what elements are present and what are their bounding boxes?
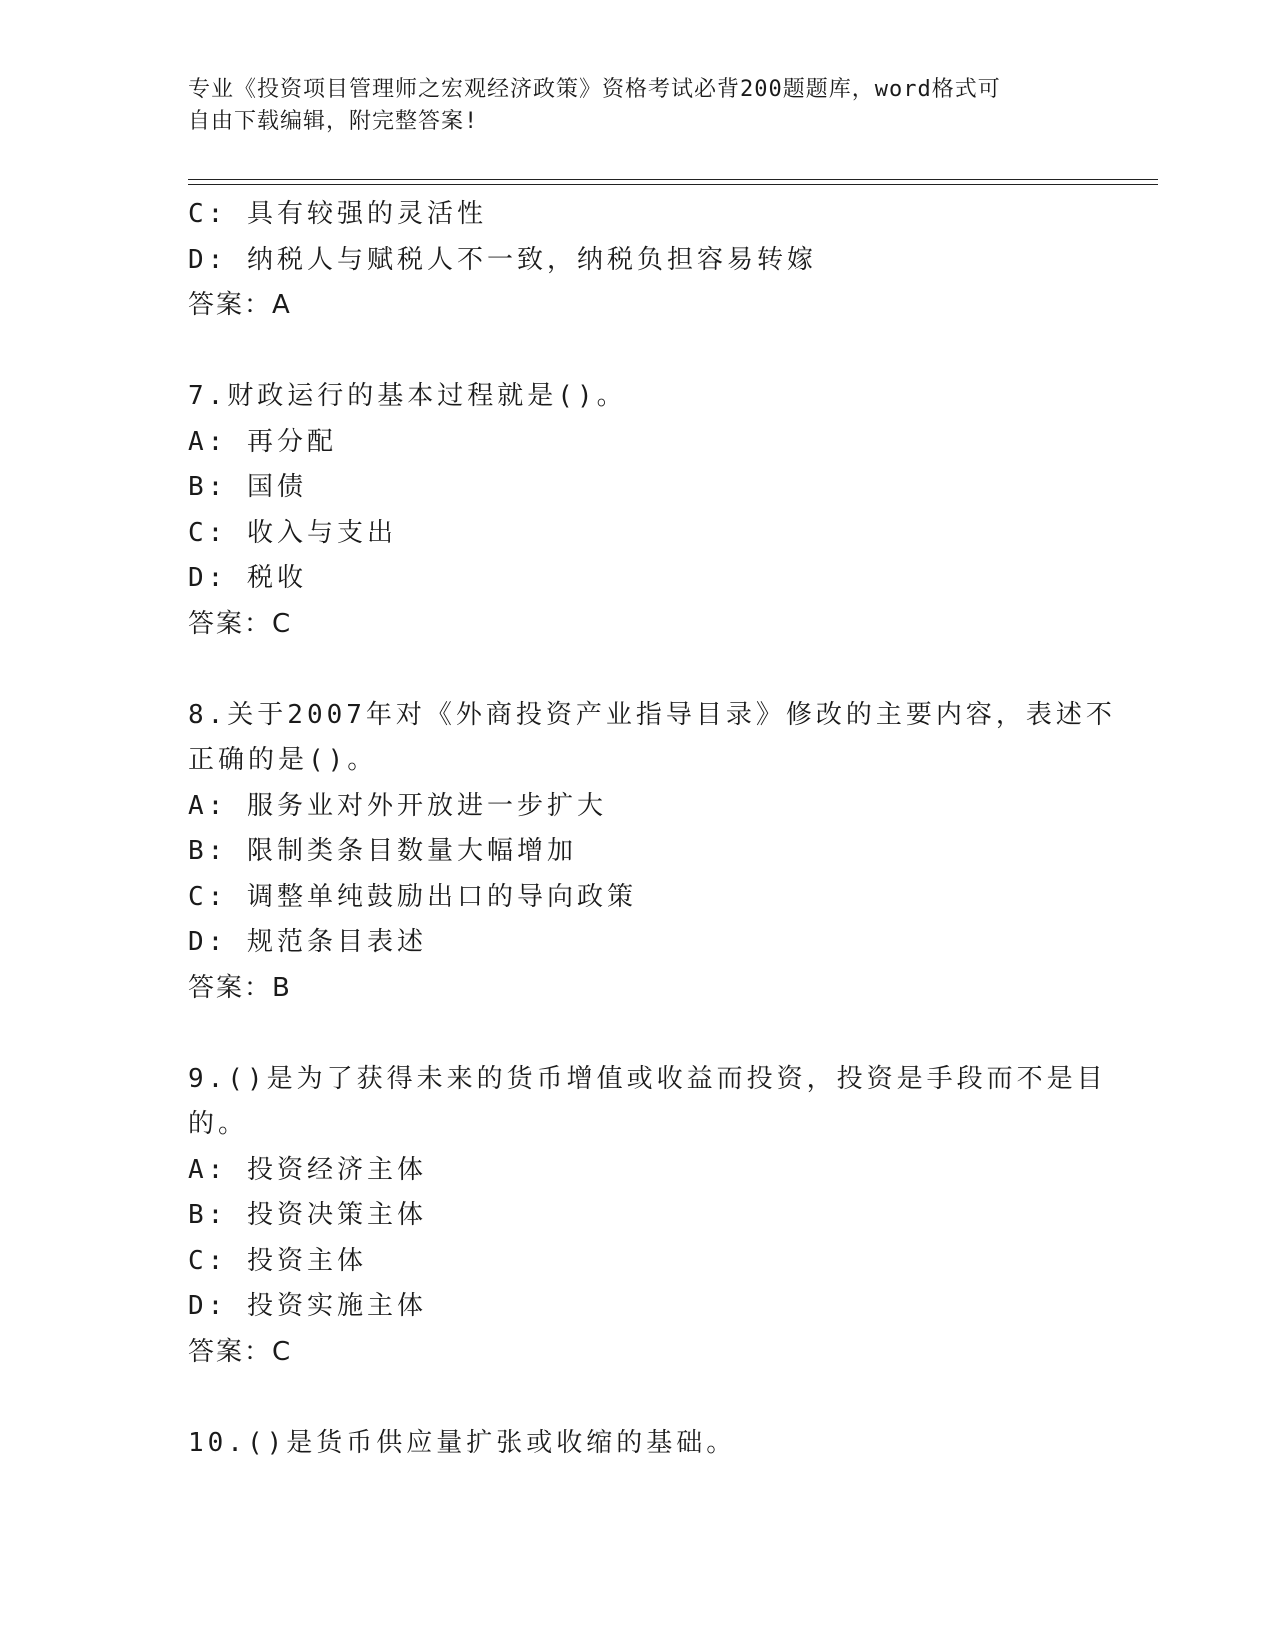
header-line-1: 专业《投资项目管理师之宏观经济政策》资格考试必背200题题库，word格式可 xyxy=(188,77,1001,102)
header-divider-bottom xyxy=(188,184,1158,185)
spacer xyxy=(188,1011,1088,1057)
question-7 xyxy=(188,374,1088,647)
question-text: 7.财政运行的基本过程就是()。 xyxy=(188,381,627,411)
option-a: A: 服务业对外开放进一步扩大 xyxy=(188,790,607,821)
question-text-line-2: 的。 xyxy=(188,1109,249,1139)
header-divider-top xyxy=(188,179,1158,180)
option-c: C: 调整单纯鼓励出口的导向政策 xyxy=(188,881,637,912)
question-9 xyxy=(188,1057,1107,1376)
option-d: D: 纳税人与赋税人不一致，纳税负担容易转嫁 xyxy=(188,244,817,275)
option-c: C: 具有较强的灵活性 xyxy=(188,199,487,229)
option-b: B: 国债 xyxy=(188,472,307,502)
document-header xyxy=(188,74,1088,138)
answer-label: 答案：A xyxy=(188,290,292,320)
answer-label: 答案：C xyxy=(188,608,293,639)
option-c: C: 投资主体 xyxy=(188,1245,367,1276)
question-text: 10.()是货币供应量扩张或收缩的基础。 xyxy=(188,1427,737,1458)
option-b: B: 投资决策主体 xyxy=(188,1200,427,1230)
question-text-line-1: 9.()是为了获得未来的货币增值或收益而投资，投资是手段而不是目 xyxy=(188,1063,1107,1094)
option-c: C: 收入与支出 xyxy=(188,517,397,548)
question-text-line-1: 8.关于2007年对《外商投资产业指导目录》修改的主要内容，表述不 xyxy=(188,699,1116,730)
spacer xyxy=(188,1375,1088,1421)
option-a: A: 再分配 xyxy=(188,426,337,457)
spacer xyxy=(188,329,1088,375)
answer-label: 答案：C xyxy=(188,1336,293,1367)
question-8 xyxy=(188,693,1116,1012)
option-d: D: 税收 xyxy=(188,563,307,593)
question-text-line-2: 正确的是()。 xyxy=(188,745,378,775)
option-a: A: 投资经济主体 xyxy=(188,1154,427,1185)
question-10 xyxy=(188,1421,1088,1467)
question-6-partial xyxy=(188,192,1088,329)
option-d: D: 规范条目表述 xyxy=(188,927,427,957)
question-list xyxy=(188,192,1116,1466)
option-d: D: 投资实施主体 xyxy=(188,1291,427,1321)
spacer xyxy=(188,647,1088,693)
option-b: B: 限制类条目数量大幅增加 xyxy=(188,836,577,866)
header-line-2: 自由下载编辑，附完整答案! xyxy=(188,109,479,134)
answer-label: 答案：B xyxy=(188,972,292,1003)
